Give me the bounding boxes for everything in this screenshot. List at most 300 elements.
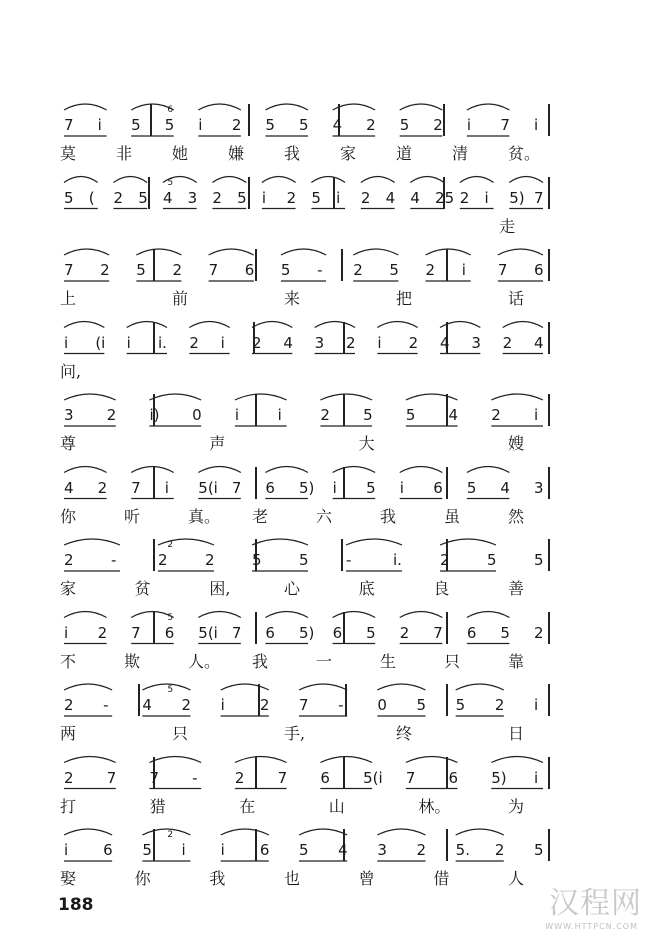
- bar-line: [548, 394, 550, 426]
- lyric: 然: [508, 506, 525, 526]
- slur: [64, 104, 107, 110]
- note: 5: [455, 696, 466, 714]
- slur: [311, 177, 345, 183]
- note: 5: [534, 551, 544, 569]
- note: 5): [299, 623, 315, 642]
- lyric: 声: [209, 434, 226, 453]
- note: i: [220, 333, 225, 352]
- note: (: [88, 188, 95, 207]
- note: 5: [136, 261, 146, 279]
- slur: [281, 249, 326, 255]
- note: 2: [502, 333, 513, 352]
- bar-line: [548, 684, 550, 716]
- note: 5(i: [198, 623, 218, 642]
- bar-line: [255, 249, 257, 281]
- slur: [221, 684, 269, 690]
- lyric: 借: [433, 869, 450, 888]
- note: 2: [534, 623, 544, 642]
- lyric: 嫌: [228, 144, 245, 163]
- note: 6: [466, 623, 477, 642]
- bar-line: [255, 394, 257, 426]
- note: 5: [366, 478, 376, 497]
- note: 6: [244, 261, 255, 279]
- bar-line: [548, 177, 550, 209]
- slur: [456, 684, 504, 690]
- lyric: 上: [60, 289, 77, 308]
- slur: [64, 394, 116, 400]
- bar-line: [343, 322, 345, 354]
- note: 5): [299, 478, 315, 497]
- slur: [64, 322, 104, 328]
- note: 5: [64, 188, 74, 207]
- bar-line: [343, 757, 345, 789]
- note: i: [534, 696, 539, 714]
- bar-line: [150, 104, 152, 136]
- page-number: 188: [58, 895, 94, 915]
- note: 25: [435, 188, 455, 207]
- bar-line: [248, 104, 250, 136]
- note: 3: [64, 406, 74, 424]
- note: 5: [142, 841, 152, 859]
- note: i: [534, 116, 539, 134]
- slur: [333, 467, 376, 473]
- note: -: [346, 551, 352, 569]
- note: 4: [338, 841, 348, 859]
- note: 4: [448, 406, 459, 424]
- lyric: 手,: [284, 724, 306, 743]
- note: 2: [494, 696, 505, 714]
- slur: [64, 757, 116, 763]
- note: 2: [113, 188, 124, 207]
- note: 5: [366, 623, 376, 642]
- note: 3: [377, 841, 387, 859]
- bar-line: [341, 539, 343, 571]
- bar-line: [446, 757, 448, 789]
- slur: [265, 612, 308, 618]
- lyric: 莫: [60, 144, 77, 163]
- note: 5.: [455, 841, 470, 859]
- bar-line: [446, 467, 448, 499]
- note: 7: [433, 623, 443, 642]
- lyric: 欺: [124, 651, 141, 671]
- slur: [377, 322, 417, 328]
- note: -: [111, 551, 117, 569]
- lyric: 我: [252, 651, 269, 671]
- note: 5: [500, 623, 510, 642]
- note: -: [317, 261, 323, 279]
- slur: [198, 467, 241, 473]
- note: 3: [534, 478, 544, 497]
- note: i: [198, 116, 203, 134]
- slur: [440, 539, 496, 545]
- lyric: 打: [60, 796, 77, 816]
- lyric: 林。: [418, 796, 451, 816]
- note: 2: [100, 261, 110, 279]
- note: 5: [466, 478, 477, 497]
- bar-line: [446, 394, 448, 426]
- note: -: [192, 768, 198, 787]
- note: 2: [64, 551, 74, 569]
- slur: [509, 177, 543, 183]
- bar-line: [548, 539, 550, 571]
- note: 2: [416, 841, 427, 859]
- lyric: 终: [396, 724, 413, 743]
- note: 7: [231, 478, 242, 497]
- lyric: 为: [508, 796, 525, 816]
- lyric: 清: [452, 144, 469, 163]
- note: 2: [440, 551, 450, 569]
- slur: [498, 249, 543, 255]
- lyric: 虽: [444, 506, 461, 526]
- slur: [346, 539, 402, 545]
- lyric: 听: [124, 506, 141, 526]
- lyric: 你: [60, 506, 77, 526]
- note: 2: [320, 406, 330, 424]
- slur: [136, 249, 181, 255]
- lyric: 曾: [358, 869, 375, 888]
- slur: [410, 177, 444, 183]
- bar-line: [248, 177, 250, 209]
- watermark-url: WWW.HTTPCN.COM: [545, 922, 638, 931]
- note: 5: [265, 116, 275, 134]
- slur: [406, 394, 458, 400]
- bar-line: [343, 467, 345, 499]
- note: 4: [440, 333, 450, 352]
- bar-line: [548, 249, 550, 281]
- lyric: 话: [508, 289, 525, 308]
- lyric: 前: [172, 289, 189, 308]
- bar-line: [443, 104, 445, 136]
- note: i: [181, 841, 186, 859]
- bar-line: [153, 539, 155, 571]
- note: 2: [425, 261, 436, 279]
- note: 5: [299, 116, 309, 134]
- bar-line: [148, 177, 150, 209]
- lyric: 贫: [134, 579, 151, 598]
- note: 2: [286, 188, 297, 207]
- slur: [235, 757, 287, 763]
- slur: [320, 394, 372, 400]
- bar-line: [446, 612, 448, 644]
- slur: [320, 757, 372, 763]
- note: i: [399, 478, 404, 497]
- note: 5: [416, 696, 427, 714]
- slur: [361, 177, 395, 183]
- grace-note: 5: [167, 612, 174, 623]
- note: i.: [393, 551, 402, 569]
- lyric: 善: [508, 579, 525, 598]
- note: 2: [172, 261, 182, 279]
- note: 2: [346, 333, 356, 352]
- slur: [503, 322, 543, 328]
- note: 7: [208, 261, 219, 279]
- note: 6: [332, 623, 343, 642]
- slur: [265, 104, 308, 110]
- bar-line: [343, 612, 345, 644]
- note: 4: [534, 333, 544, 352]
- note: 6: [265, 478, 275, 497]
- note: 7: [405, 768, 416, 787]
- lyric: 我: [284, 144, 301, 163]
- note: 7: [277, 768, 288, 787]
- note: 2: [106, 406, 117, 424]
- lyric: 六: [316, 506, 333, 526]
- lyric: 只: [172, 724, 189, 743]
- lyric: 嫂: [508, 434, 525, 453]
- note: 2: [353, 261, 363, 279]
- note: 4: [162, 188, 173, 207]
- bar-line: [333, 177, 335, 209]
- note: 7: [64, 261, 74, 279]
- lyric: 在: [239, 796, 256, 816]
- slur: [235, 394, 287, 400]
- grace-note: 2: [167, 830, 174, 840]
- note: 5: [405, 406, 416, 424]
- bar-line: [446, 829, 448, 861]
- lyric: 把: [396, 289, 413, 308]
- bar-line: [138, 684, 140, 716]
- slur: [491, 394, 543, 400]
- bar-line: [446, 249, 448, 281]
- grace-note: 2: [167, 540, 174, 550]
- slur: [491, 757, 543, 763]
- slur: [467, 467, 510, 473]
- lyric: 猎: [149, 796, 166, 816]
- lyric: 人。: [188, 651, 221, 671]
- note: 6: [164, 623, 175, 642]
- bar-line: [548, 467, 550, 499]
- lyric: 大: [358, 434, 375, 453]
- note: i: [332, 478, 337, 497]
- lyric: 走: [499, 216, 516, 236]
- slur: [64, 467, 107, 473]
- note: i: [234, 406, 240, 424]
- note: 2: [366, 116, 376, 134]
- slur: [265, 467, 308, 473]
- note: 5: [389, 261, 399, 279]
- lyric: 一: [316, 651, 333, 671]
- bar-line: [153, 467, 155, 499]
- lyric: 也: [284, 869, 301, 888]
- bar-line: [548, 757, 550, 789]
- note: i: [534, 406, 539, 424]
- note: i: [466, 116, 472, 134]
- lyric: 娶: [60, 869, 77, 888]
- note: 5: [299, 551, 309, 569]
- bar-line: [345, 684, 347, 716]
- note: 2: [189, 333, 199, 352]
- note: 2: [459, 188, 470, 207]
- note: 2: [234, 768, 245, 787]
- slur: [460, 177, 494, 183]
- bar-line: [153, 612, 155, 644]
- note: i): [149, 406, 160, 424]
- slur: [353, 249, 398, 255]
- note: 5: [252, 551, 262, 569]
- bar-line: [255, 612, 257, 644]
- slur: [64, 612, 107, 618]
- slur: [64, 177, 98, 183]
- note: i: [126, 333, 131, 352]
- slur: [467, 612, 510, 618]
- slur: [456, 829, 504, 835]
- bar-line: [153, 249, 155, 281]
- slur: [333, 612, 376, 618]
- note: 4: [385, 188, 396, 207]
- slur: [426, 249, 471, 255]
- slur: [252, 322, 292, 328]
- note: 7: [149, 768, 159, 787]
- lyric: 真。: [188, 506, 221, 526]
- lyric: 生: [380, 651, 397, 671]
- note: 2: [97, 623, 108, 642]
- note: 2: [491, 406, 501, 424]
- slur: [377, 829, 425, 835]
- watermark-logo: 汉程网: [549, 886, 642, 921]
- bar-line: [255, 757, 257, 789]
- note: 5: [311, 188, 321, 207]
- note: 2: [64, 696, 74, 714]
- note: i: [97, 116, 102, 134]
- lyric: 家: [340, 144, 357, 163]
- bar-line: [153, 322, 155, 354]
- bar-line: [548, 322, 550, 354]
- lyric: 两: [60, 724, 77, 743]
- note: 5(i: [198, 478, 218, 497]
- note: 7: [131, 478, 141, 497]
- lyric: 不: [60, 651, 77, 671]
- bar-line: [341, 249, 343, 281]
- lyric: 良: [433, 579, 450, 598]
- note: 7: [299, 696, 309, 714]
- slur: [377, 684, 425, 690]
- note: 7: [131, 623, 141, 642]
- note: 4: [500, 478, 510, 497]
- bar-line: [548, 829, 550, 861]
- note: (i: [95, 333, 106, 352]
- note: 2: [408, 333, 419, 352]
- lyric: 问,: [60, 361, 82, 381]
- note: 7: [64, 116, 74, 134]
- note: 6: [433, 478, 443, 497]
- lyric: 山: [328, 796, 345, 816]
- slur: [400, 467, 443, 473]
- note: 0: [377, 696, 387, 714]
- lyric: 只: [444, 651, 461, 671]
- slur: [64, 249, 109, 255]
- note: 2: [158, 551, 168, 569]
- grace-note: 5: [167, 685, 174, 695]
- note: 5: [487, 551, 497, 569]
- note: i: [534, 768, 539, 787]
- lyric: 心: [284, 579, 301, 598]
- note: i: [64, 841, 69, 859]
- note: 7: [231, 623, 242, 642]
- note: 4: [410, 188, 420, 207]
- lyric: 靠: [508, 651, 525, 671]
- slur: [262, 177, 296, 183]
- note: 6: [103, 841, 113, 859]
- slur: [149, 757, 201, 763]
- note: 5: [131, 116, 141, 134]
- slur: [209, 249, 254, 255]
- note: 2: [97, 478, 108, 497]
- note: 2: [399, 623, 410, 642]
- note: 2: [205, 551, 215, 569]
- lyric: 你: [134, 869, 151, 888]
- note: 7: [106, 768, 117, 787]
- grace-note: 6: [167, 105, 174, 115]
- note: i.: [158, 333, 167, 352]
- note: 5: [363, 406, 373, 424]
- note: 6: [320, 768, 330, 787]
- note: 5: [299, 841, 309, 859]
- note: i: [220, 696, 225, 714]
- note: 4: [332, 116, 343, 134]
- lyric: 我: [380, 506, 397, 526]
- note: 2: [252, 333, 262, 352]
- note: 5: [534, 841, 544, 859]
- note: 2: [64, 768, 74, 787]
- note: 6: [448, 768, 459, 787]
- lyric: 底: [358, 579, 375, 598]
- bar-line: [153, 829, 155, 861]
- note: -: [103, 696, 109, 714]
- slur: [221, 829, 269, 835]
- note: i: [336, 188, 341, 207]
- bar-line: [548, 612, 550, 644]
- note: i: [64, 623, 69, 642]
- note: i: [261, 188, 267, 207]
- note: 2: [433, 116, 443, 134]
- note: 7: [534, 188, 544, 207]
- slur: [189, 322, 229, 328]
- note: -: [338, 696, 344, 714]
- note: 5: [164, 116, 175, 134]
- note: 5: [399, 116, 410, 134]
- slur: [198, 104, 241, 110]
- slur: [127, 322, 167, 328]
- note: 6: [259, 841, 270, 859]
- note: 4: [142, 696, 152, 714]
- slur: [299, 684, 347, 690]
- lyric: 我: [209, 869, 226, 888]
- slur: [299, 829, 347, 835]
- note: 3: [314, 333, 325, 352]
- note: i: [64, 333, 69, 352]
- slur: [113, 177, 147, 183]
- note: 2: [259, 696, 270, 714]
- note: 0: [192, 406, 202, 424]
- bar-line: [548, 104, 550, 136]
- bar-line: [446, 684, 448, 716]
- slur: [400, 104, 443, 110]
- slur: [400, 612, 443, 618]
- lyric: 她: [172, 144, 189, 163]
- slur: [64, 829, 112, 835]
- note: i: [484, 188, 489, 207]
- note: 4: [64, 478, 74, 497]
- note: 5): [491, 768, 507, 787]
- slur: [198, 612, 241, 618]
- note: 3: [187, 188, 198, 207]
- note: i: [220, 841, 225, 859]
- bar-line: [343, 394, 345, 426]
- note: 2: [231, 116, 242, 134]
- bar-line: [255, 467, 257, 499]
- slur: [315, 322, 355, 328]
- note: i: [277, 406, 282, 424]
